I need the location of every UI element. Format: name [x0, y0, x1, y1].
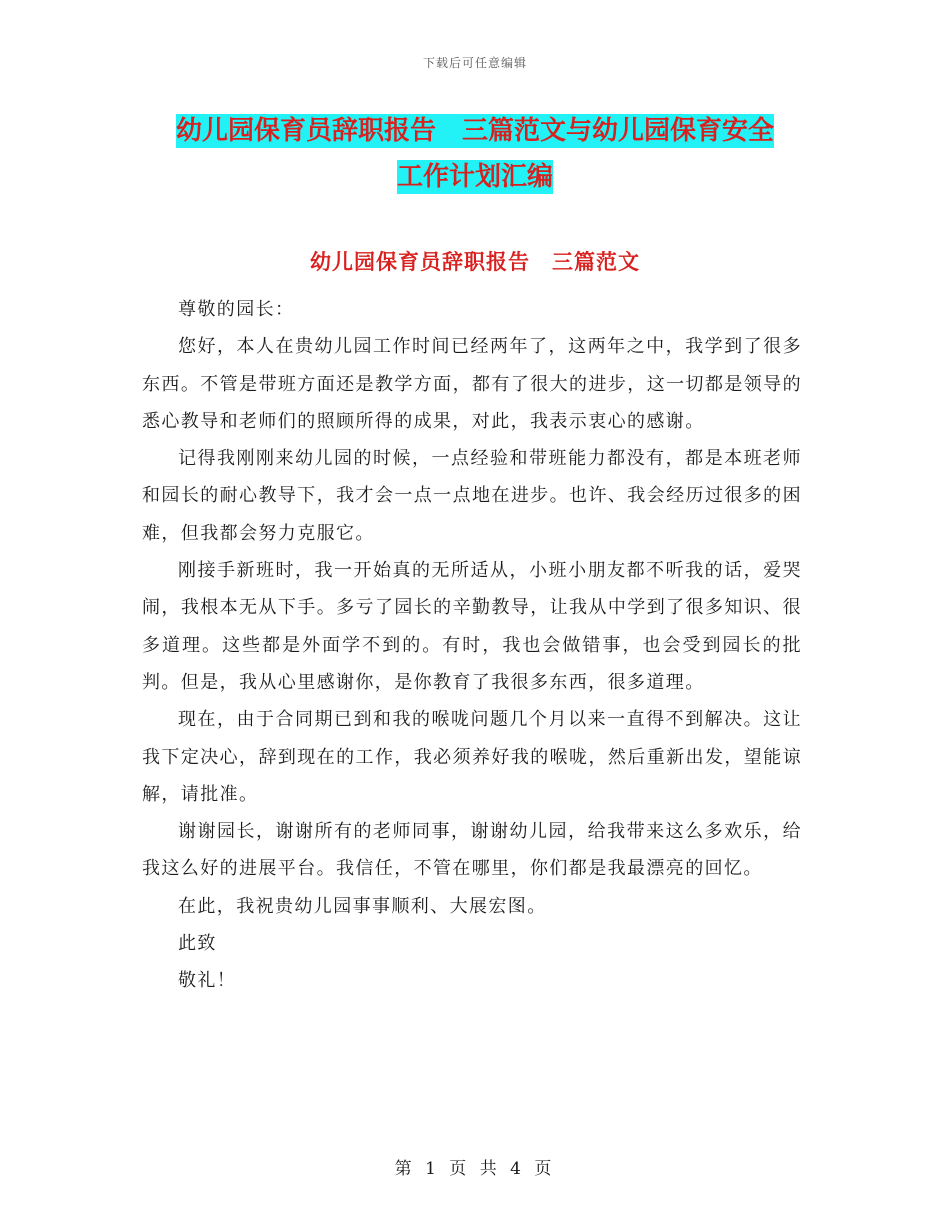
paragraph: 刚接手新班时，我一开始真的无所适从，小班小朋友都不听我的话，爱哭闹，我根本无从下手。多亏了园长的辛勤教导，让我从中学到了很多知识、很多道理。这些都是外面学不到的。有时，我也会做错事，也会受到园长的批判。但是，我从心里感谢你，是你教育了我很多东西，很多道理。 [142, 560, 802, 693]
main-title-line2: 工作计划汇编 [396, 162, 553, 192]
main-title [120, 108, 830, 200]
paragraph: 记得我刚刚来幼儿园的时候，一点经验和带班能力都没有，都是本班老师和园长的耐心教导下，我才会一点一点地在进步。也许、我会经历过很多的困难，但我都会努力克服它。 [142, 448, 802, 544]
paragraph: 现在，由于合同期已到和我的喉咙问题几个月以来一直得不到解决。这让我下定决心，辞到现在的工作，我必须养好我的喉咙，然后重新出发，望能谅解，请批准。 [142, 709, 802, 805]
paragraph: 在此，我祝贵幼儿园事事顺利、大展宏图。 [178, 895, 547, 917]
paragraph: 您好，本人在贵幼儿园工作时间已经两年了，这两年之中，我学到了很多东西。不管是带班方面还是教学方面，都有了很大的进步，这一切都是领导的悉心教导和老师们的照顾所得的成果，对此，我表示衷心的感谢。 [142, 336, 802, 432]
section-title: 幼儿园保育员辞职报告 三篇范文 [310, 250, 640, 274]
header-note: 下载后可任意编辑 [422, 56, 527, 70]
main-title-line1: 幼儿园保育员辞职报告 三篇范文与幼儿园保育安全 [175, 116, 774, 146]
letter-body [142, 291, 802, 1000]
closing-salute: 敬礼！ [178, 970, 237, 992]
closing-line: 此致 [178, 933, 217, 955]
salutation: 尊敬的园长： [178, 299, 295, 320]
paragraph: 谢谢园长，谢谢所有的老师同事，谢谢幼儿园，给我带来这么多欢乐，给我这么好的进展平台。我信任，不管在哪里，你们都是我最漂亮的回忆。 [142, 821, 802, 880]
page-footer: 第 1 页 共 4 页 [394, 1159, 556, 1179]
